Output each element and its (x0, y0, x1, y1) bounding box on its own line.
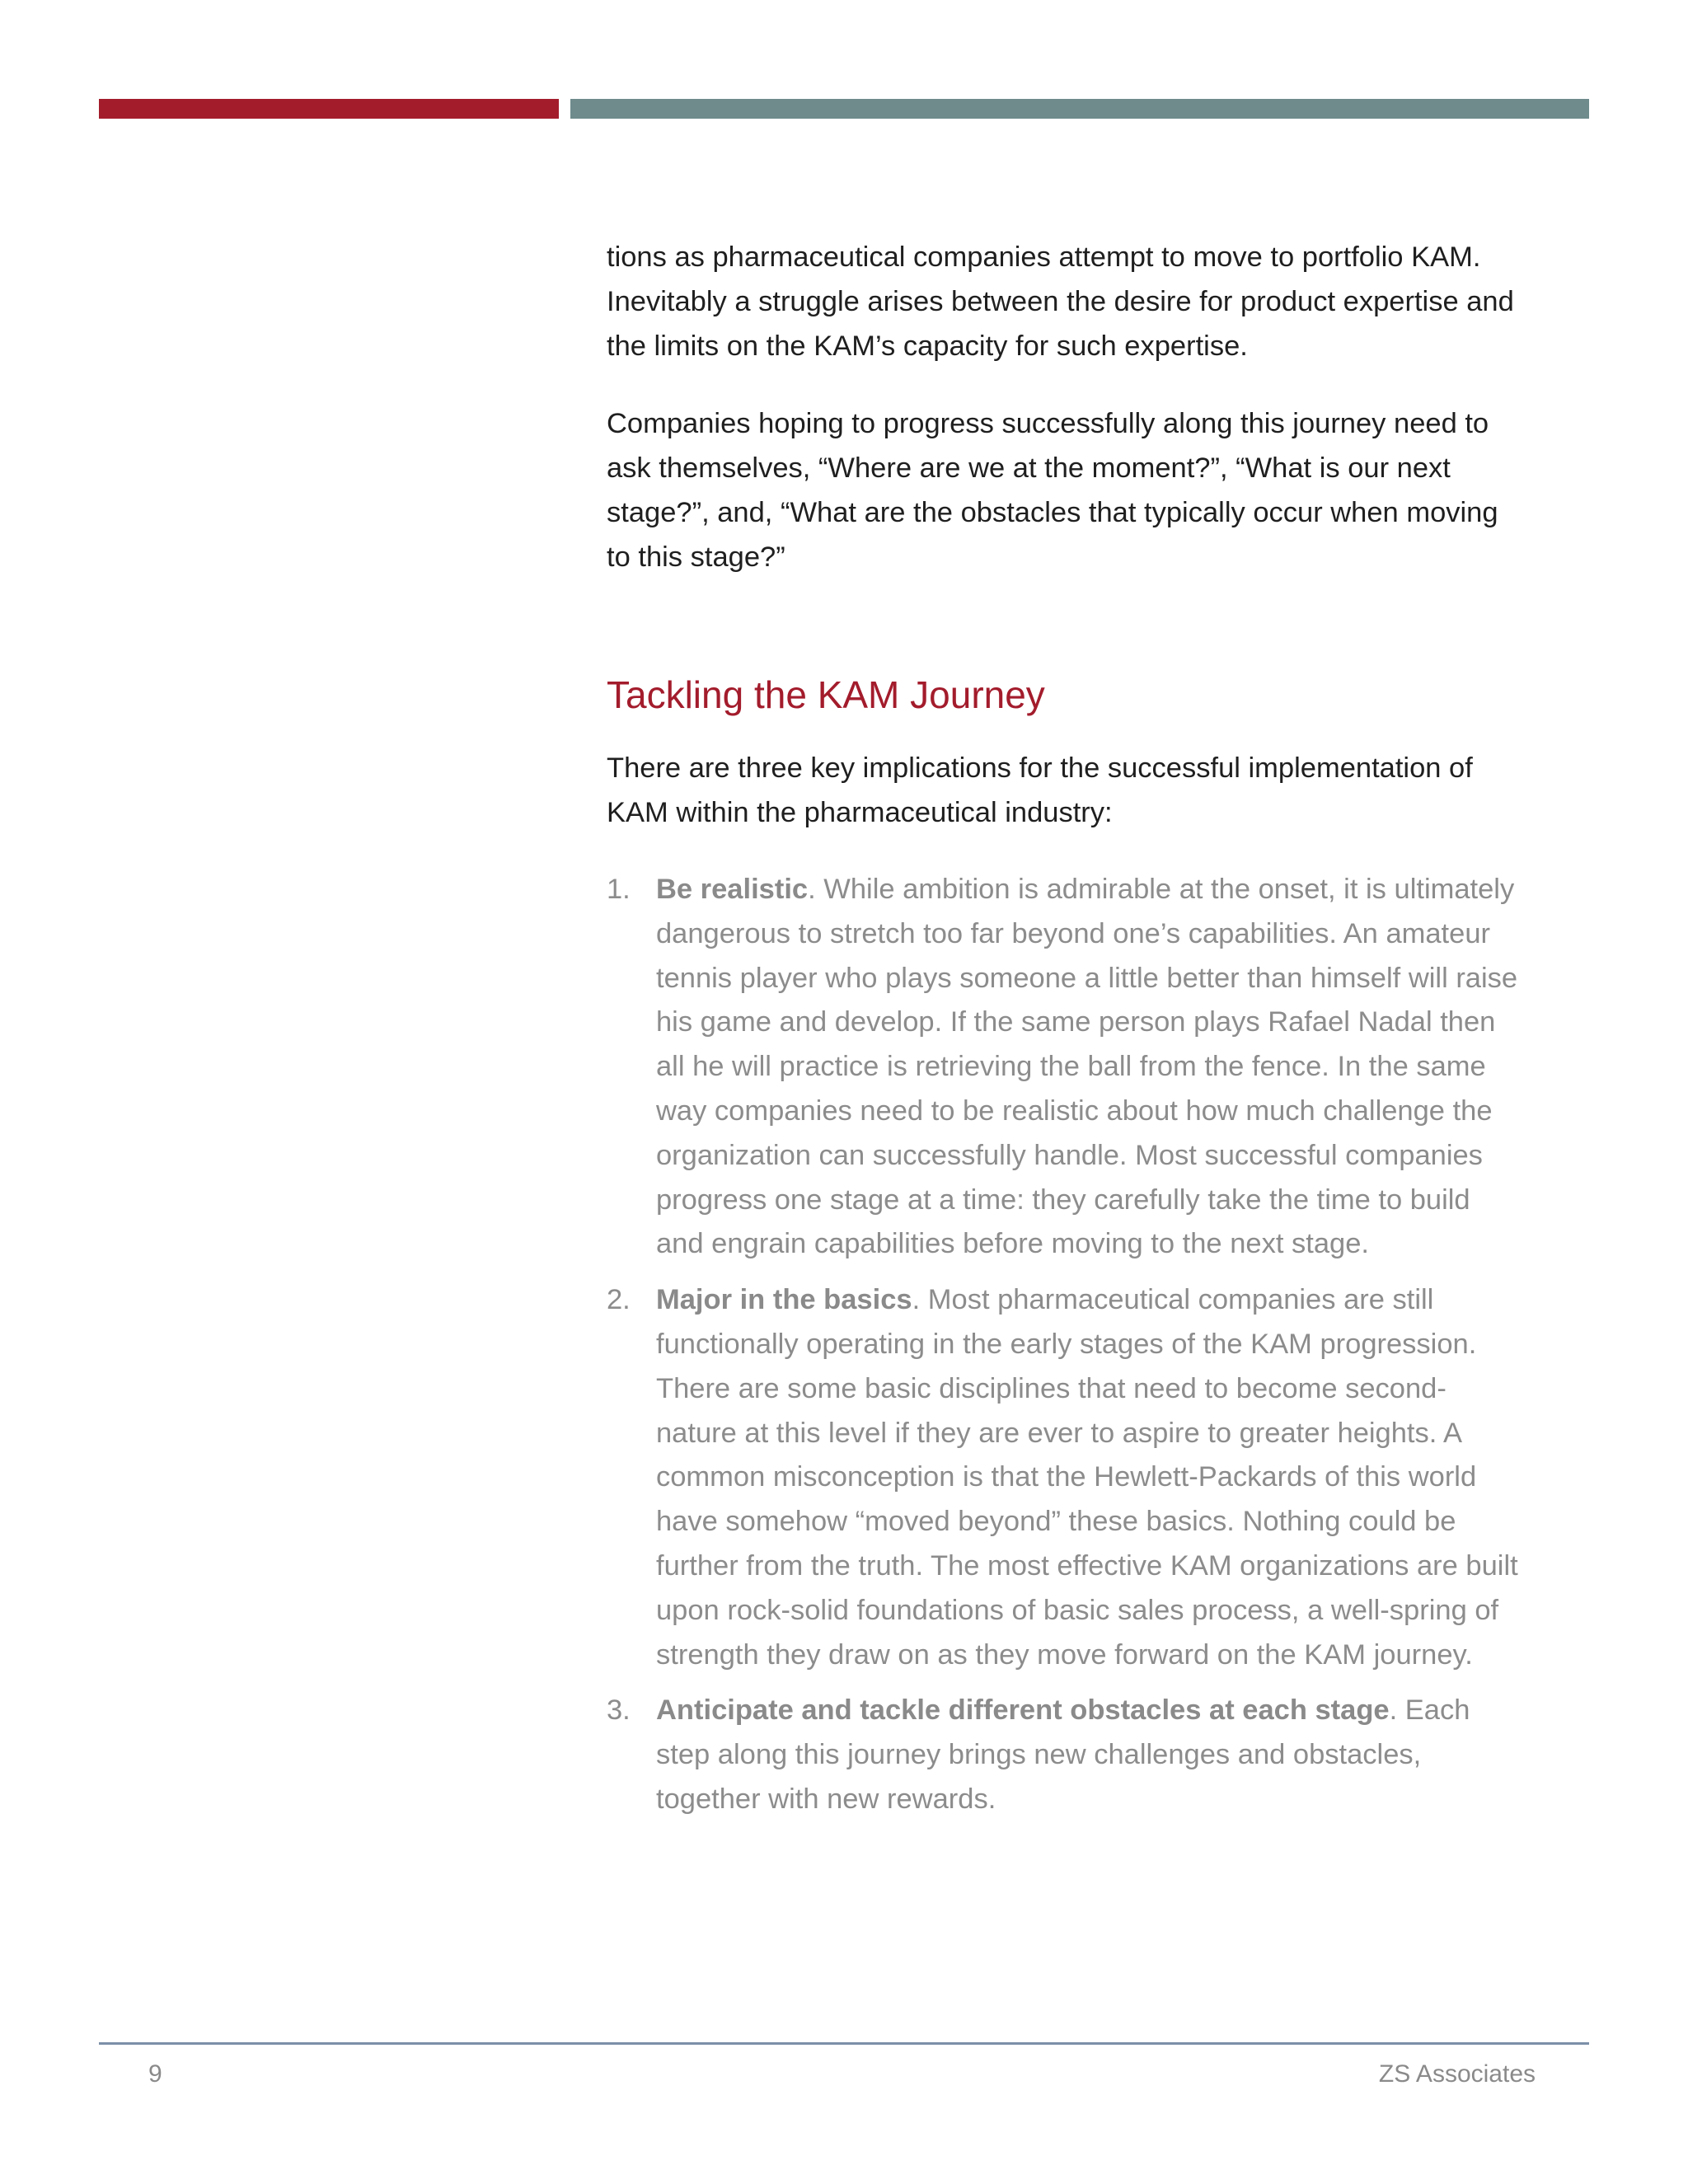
list-text: . While ambition is admirable at the onset, it is ultimately dangerous to stretch too far beyond one’s capabilities. An amateur tennis player who plays someone a little better than himself will raise his game and develop. If the same person plays Rafael Nadal then all he will practice is retrieving the ball from the fence. In the same way companies need to be realistic about how much challenge the organization can successfully handle. Most successful companies progress one stage at a time: they carefully take the time to build and engrain capabilities before moving to the next stage. (656, 874, 1518, 1260)
paragraph-2: Companies hoping to progress successfully along this journey need to ask themselves, “Where are we at the moment?”, “What is our next stage?”, and, “What are the obstacles that typically occur when moving to this stage?” (607, 408, 1498, 573)
footer-brand: ZS Associates (1378, 2060, 1536, 2088)
list-lead: Anticipate and tackle different obstacles at each stage (656, 1694, 1390, 1727)
main-content (607, 235, 1522, 1834)
list-lead: Be realistic (656, 874, 809, 905)
list-text: . Most pharmaceutical companies are still functionally operating in the early stages of the KAM progression. There are some basic disciplines that need to become second-nature at this level if they are ever to aspire to greater heights. A common misconception is that the Hewlett-Packards of this world have somehow “moved beyond” these basics. Nothing could be further from the truth. The most effective KAM organizations are built upon rock-solid foundations of basic sales process, a well-spring of strength they draw on as they move forward on the KAM journey. (656, 1284, 1518, 1671)
list-text: . Each step along this journey brings new challenges and obstacles, together with new rewards. (656, 1694, 1470, 1815)
list-item (607, 868, 1522, 1267)
footer-divider (99, 2042, 1589, 2045)
section-intro: There are three key implications for the successful implementation of KAM within the pharmaceutical industry: (607, 752, 1473, 828)
list-number: 3. (607, 1694, 631, 1727)
list-item (607, 1689, 1522, 1821)
section-heading: Tackling the KAM Journey (607, 673, 1045, 716)
list-number: 2. (607, 1284, 631, 1316)
header-bar-teal (570, 99, 1589, 119)
paragraph-1: tions as pharmaceutical companies attempt to move to portfolio KAM. Inevitably a struggle arises between the desire for product expertise and the limits on the KAM’s capacity for such expertise. (607, 241, 1514, 362)
page-number: 9 (148, 2060, 162, 2088)
implications-list (607, 868, 1522, 1822)
header-bar-red (99, 99, 559, 119)
list-number: 1. (607, 874, 631, 905)
list-item (607, 1278, 1522, 1677)
list-lead: Major in the basics (656, 1284, 912, 1316)
